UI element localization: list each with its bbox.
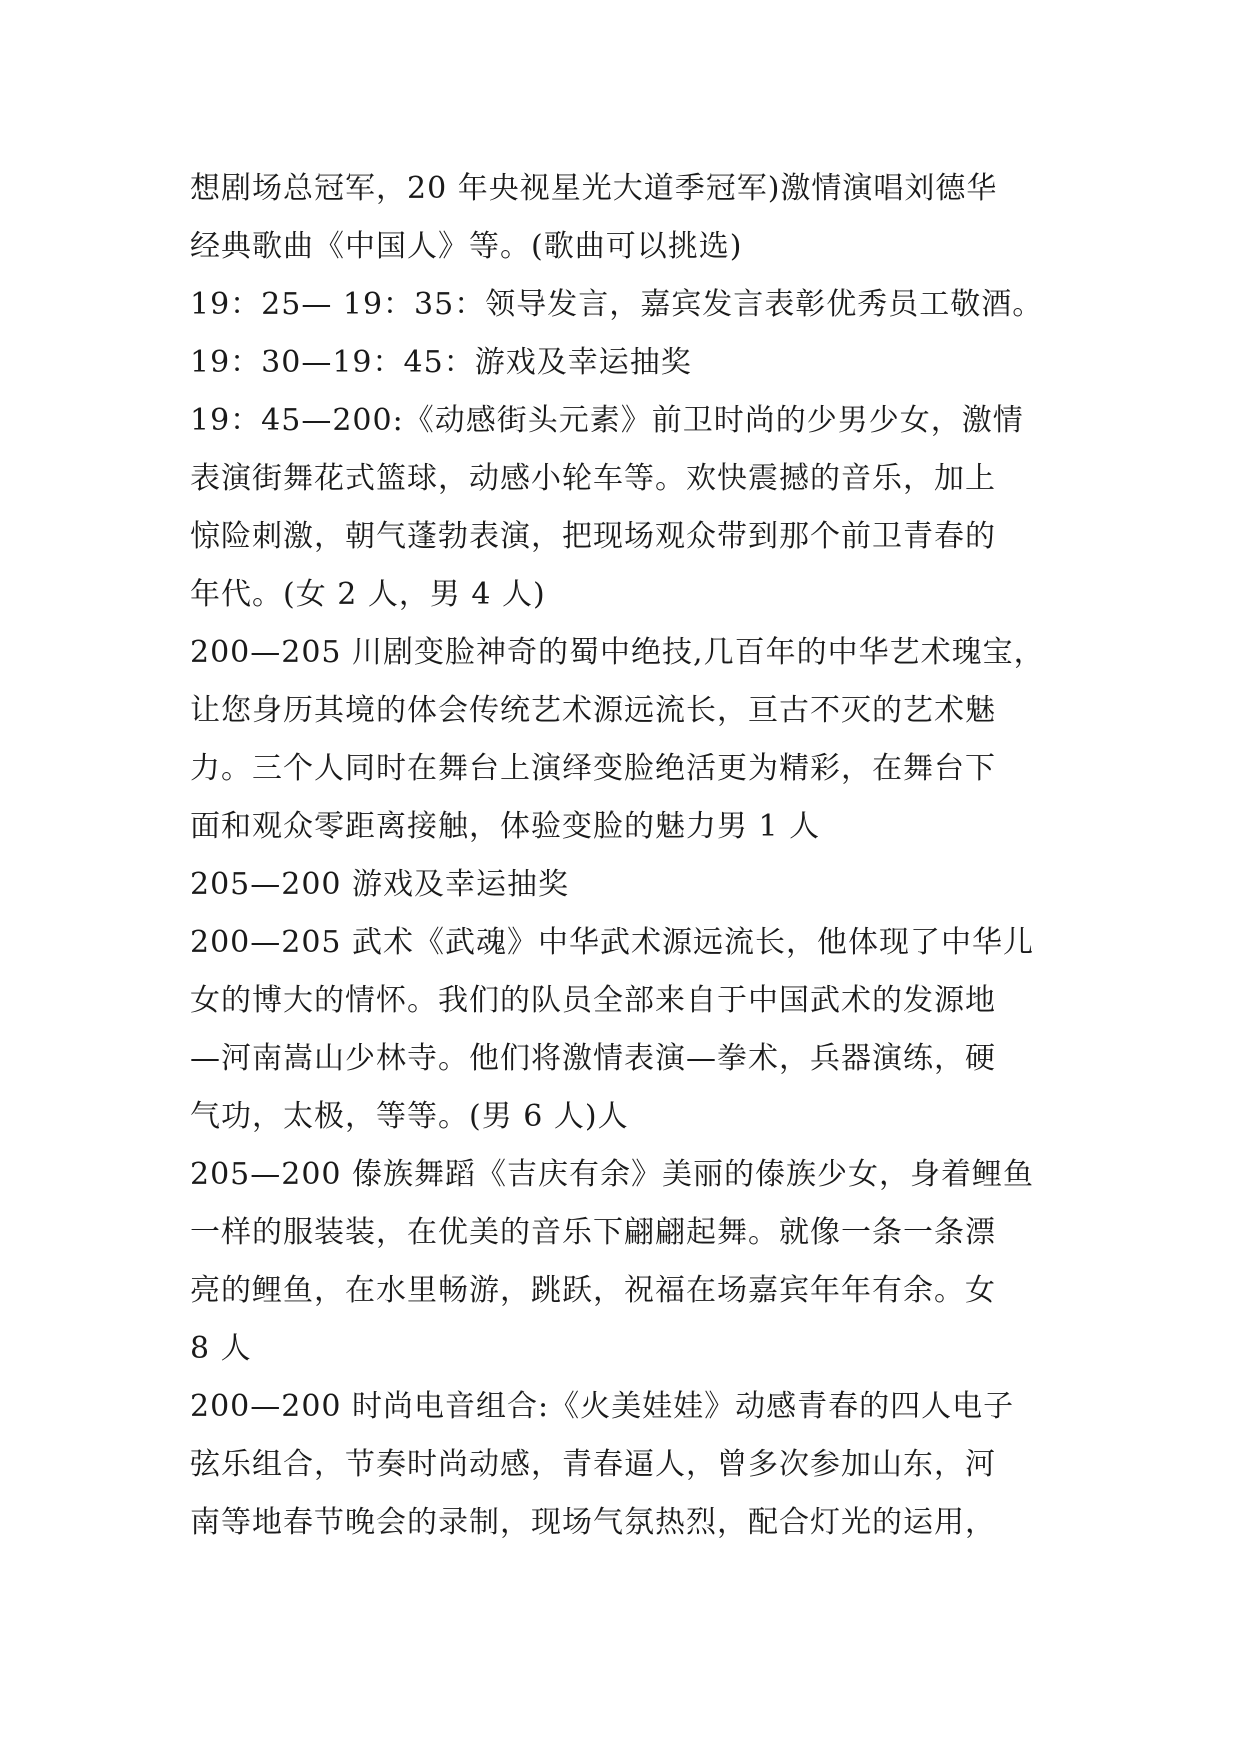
text-line: 惊险刺激，朝气蓬勃表演，把现场观众带到那个前卫青春的: [190, 519, 996, 554]
text-line: 205—200 傣族舞蹈《吉庆有余》美丽的傣族少女，身着鲤鱼: [190, 1157, 1035, 1192]
text-line: 205—200 游戏及幸运抽奖: [190, 867, 570, 902]
text-line: 一样的服装装，在优美的音乐下翩翩起舞。就像一条一条漂: [190, 1215, 996, 1250]
text-line: —河南嵩山少林寺。他们将激情表演—拳术，兵器演练，硬: [190, 1041, 996, 1076]
text-line: 200—205 川剧变脸神奇的蜀中绝技,几百年的中华艺术瑰宝，: [190, 635, 1045, 670]
text-line: 气功，太极，等等。(男 6 人)人: [190, 1099, 629, 1134]
text-line: 表演街舞花式篮球，动感小轮车等。欢快震撼的音乐，加上: [190, 461, 996, 496]
text-line: 让您身历其境的体会传统艺术源远流长，亘古不灭的艺术魅: [190, 693, 996, 728]
text-line: 年代。(女 2 人，男 4 人): [190, 577, 546, 612]
text-line: 女的博大的情怀。我们的队员全部来自于中国武术的发源地: [190, 983, 996, 1018]
text-line: 弦乐组合，节奏时尚动感，青春逼人，曾多次参加山东，河: [190, 1447, 996, 1482]
text-line: 面和观众零距离接触，体验变脸的魅力男 1 人: [190, 809, 821, 844]
text-line: 经典歌曲《中国人》等。(歌曲可以挑选): [190, 229, 743, 264]
document-body: [190, 160, 1070, 1552]
text-line: 19：25— 19：35：领导发言，嘉宾发言表彰优秀员工敬酒。: [190, 287, 1044, 322]
text-line: 19：45—200:《动感街头元素》前卫时尚的少男少女，激情: [190, 403, 1024, 438]
text-line: 200—200 时尚电音组合:《火美娃娃》动感青春的四人电子: [190, 1389, 1015, 1424]
text-line: 想剧场总冠军，20 年央视星光大道季冠军)激情演唱刘德华: [190, 171, 998, 206]
text-line: 亮的鲤鱼，在水里畅游，跳跃，祝福在场嘉宾年年有余。女: [190, 1273, 996, 1308]
text-line: 力。三个人同时在舞台上演绎变脸绝活更为精彩，在舞台下: [190, 751, 996, 786]
text-line: 19：30—19：45：游戏及幸运抽奖: [190, 345, 692, 380]
text-line: 南等地春节晚会的录制，现场气氛热烈，配合灯光的运用，: [190, 1505, 996, 1540]
text-line: 8 人: [190, 1331, 252, 1366]
text-line: 200—205 武术《武魂》中华武术源远流长，他体现了中华儿: [190, 925, 1035, 960]
